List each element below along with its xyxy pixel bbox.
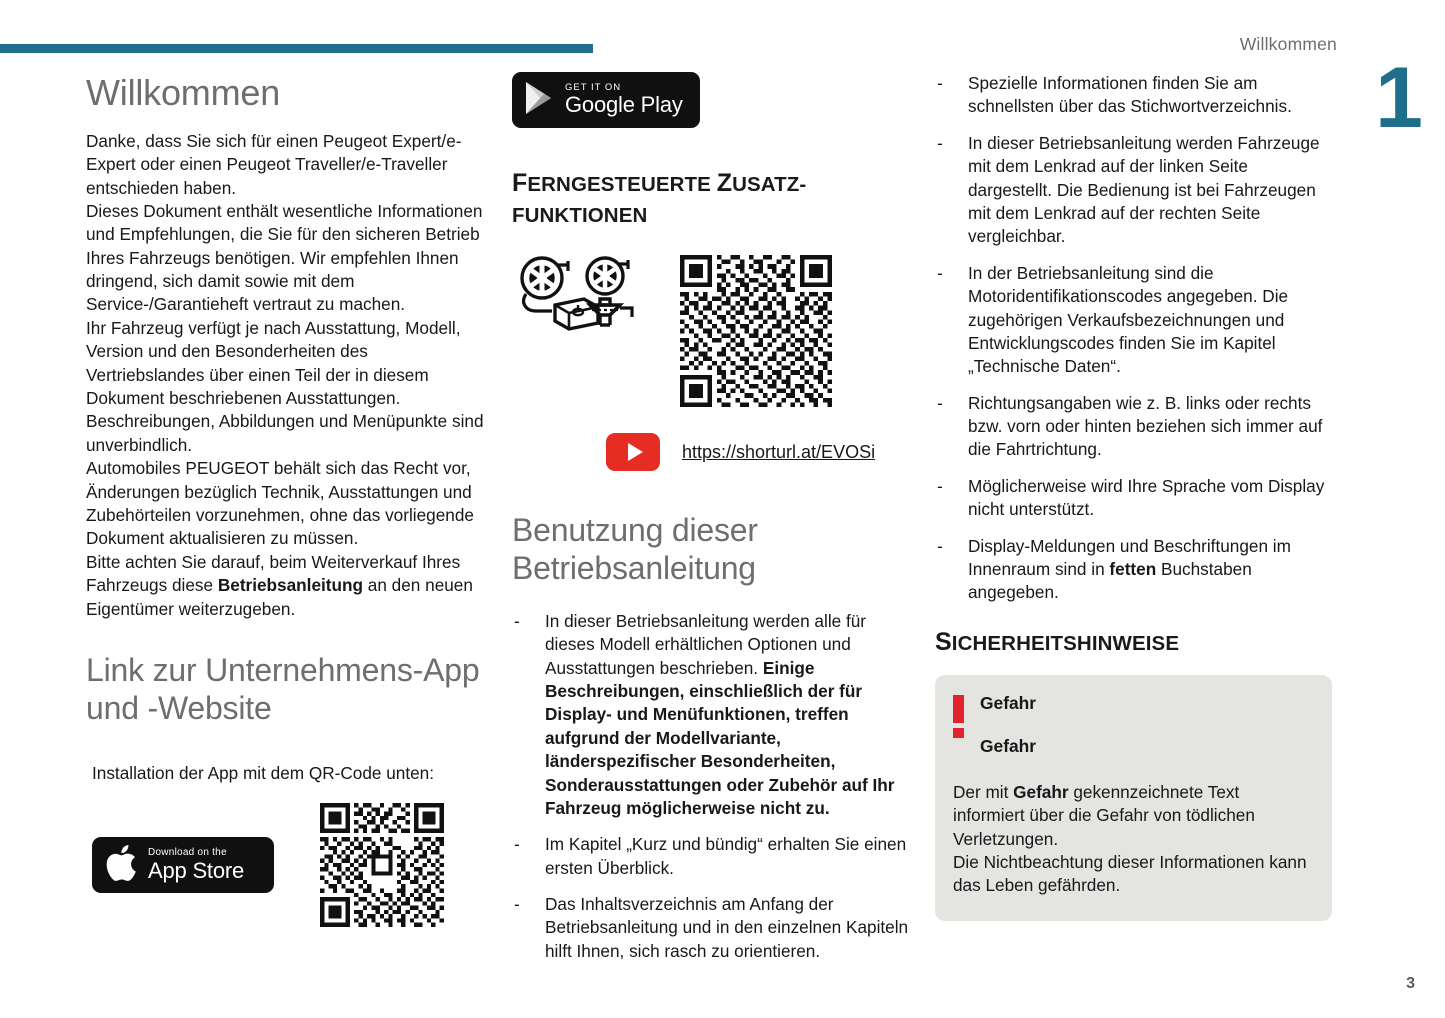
youtube-url-link[interactable]: https://shorturl.at/EVOSi (682, 441, 876, 462)
dash-bullet: - (514, 834, 520, 855)
google-play-triangle-icon (524, 81, 554, 120)
page-number: 3 (1406, 975, 1415, 992)
app-store-line2: App Store (148, 857, 245, 883)
app-link-subtitle: Link zur Unternehmens-App und -Website (86, 651, 480, 727)
list-item (935, 475, 1335, 522)
safety-notes-heading (935, 627, 1335, 658)
google-play-line1: GET IT ON (565, 82, 622, 94)
bullet-text-before: Im Kapitel „Kurz und bündig“ erhalten Sie einen ersten Überblick. (545, 834, 907, 878)
manual-usage-list (512, 610, 912, 963)
danger-body-after: gekennzeichnete Text informiert über die Gefahr von tödlichen Verletzungen. (953, 782, 1255, 849)
dash-bullet: - (937, 73, 943, 93)
intro-paragraph-1: Danke, dass Sie sich für einen Peugeot Expert/e-Expert oder einen Peugeot Traveller/e-Traveller entschieden haben. (86, 130, 462, 198)
dash-bullet: - (937, 392, 943, 413)
manual-usage-subtitle: Benutzung dieser Betriebsanleitung (512, 512, 758, 587)
resale-text-before: Bitte achten Sie darauf, beim Weiterverkauf Ihres Fahrzeugs diese (86, 551, 461, 596)
list-item (512, 833, 912, 880)
danger-labels (980, 693, 1036, 757)
column-3 (935, 72, 1335, 921)
column-2 (512, 72, 912, 976)
chapter-number: 1 (1375, 50, 1423, 146)
danger-body-text (953, 781, 1312, 897)
list-item (935, 72, 1335, 119)
install-note: Installation der App mit dem QR-Code unten: (92, 762, 435, 783)
resale-text-after: an den neuen Eigentümer weiterzugeben. (86, 575, 473, 619)
manual-notes-list (935, 72, 1335, 605)
list-item (935, 392, 1335, 462)
danger-callout-box (935, 675, 1332, 921)
danger-label-2: Gefahr (980, 736, 1037, 757)
danger-header (953, 693, 1312, 757)
exclamation-mark-icon (953, 695, 964, 738)
dash-bullet: - (937, 535, 943, 556)
bullet-text-before: Display-Meldungen und Beschriftungen im Innenraum sind in (968, 535, 1291, 580)
dash-bullet: - (937, 475, 943, 496)
dash-bullet: - (937, 262, 943, 283)
youtube-play-icon[interactable] (606, 433, 660, 471)
app-store-line1: Download on the (148, 847, 227, 859)
qr-code-remote-functions[interactable] (680, 255, 832, 407)
qr-code-app-store[interactable] (320, 803, 444, 927)
intro-paragraph-5 (86, 551, 491, 621)
heading-cap-2: Z (716, 169, 733, 197)
intro-paragraph-3: Ihr Fahrzeug verfügt je nach Ausstattung, Modell, Version und den Besonderheiten des Vertriebslandes über einen Teil der in diesem Dokument beschriebenen Ausstattungen. Beschreibungen, Abbildungen und Menüpunkte sind unverbindlich. (86, 317, 484, 455)
bullet-text-bold: Einige Beschreibungen, einschließlich der für Display- und Menüfunktionen, treffen aufgrund der Modellvariante, länderspezifischer Besonderheiten, Sonderausstattungen oder Zubehör auf Ihr Fahrzeug möglicherweise nicht zu. (545, 657, 895, 818)
exclamation-dot (953, 728, 964, 738)
google-play-line2: Google Play (565, 92, 683, 118)
heading-cap-1: F (512, 169, 528, 197)
bullet-text-before: Spezielle Informationen finden Sie am schnellsten über das Stichwortverzeichnis. (968, 73, 1292, 117)
bullet-text-before: In dieser Betriebsanleitung werden alle für dieses Modell erhältlichen Optionen und Ausstattungen beschrieben. (545, 610, 867, 678)
danger-body-bold: Gefahr (1013, 782, 1069, 803)
safety-heading-rest: ICHERHEITSHINWEISE (951, 631, 1180, 655)
list-item (512, 893, 912, 963)
play-triangle-icon (628, 443, 643, 461)
bullet-text-after: Buchstaben angegeben. (968, 559, 1252, 603)
list-item (935, 535, 1335, 605)
heading-rest-1: ERNGESTEUERTE (527, 173, 717, 196)
resale-text-bold: Betriebsanleitung (217, 575, 364, 596)
running-head: Willkommen (1239, 34, 1337, 54)
heading-rest-2: USATZ- (732, 173, 807, 196)
dash-bullet: - (937, 132, 943, 153)
dash-bullet: - (514, 894, 520, 915)
heading-line-2: FUNKTIONEN (512, 203, 648, 227)
tyre-inflation-kit-icon (512, 255, 642, 339)
list-item (512, 610, 912, 821)
intro-paragraph-4: Automobiles PEUGEOT behält sich das Recht vor, Änderungen bezüglich Technik, Ausstattungen und Zubehörteilen vorzunehmen, ohne das vorliegende Dokument aktualisieren zu müssen. (86, 458, 474, 549)
bullet-text-before: In dieser Betriebsanleitung werden Fahrzeuge mit dem Lenkrad auf der linken Seite dargestellt. Die Bedienung ist bei Fahrzeugen mit dem Lenkrad auf der rechten Seite vergleichbar. (968, 132, 1320, 247)
bullet-text-before: Möglicherweise wird Ihre Sprache vom Display nicht unterstützt. (968, 475, 1325, 520)
danger-body-before: Der mit (953, 782, 1014, 803)
danger-label-1: Gefahr (980, 693, 1037, 714)
list-item (935, 132, 1335, 249)
safety-heading-cap: S (935, 627, 952, 656)
google-play-badge-text (565, 83, 683, 116)
page-title: Willkommen (86, 72, 281, 113)
exclamation-bar (953, 695, 964, 723)
dash-bullet: - (514, 610, 520, 631)
column-1 (86, 72, 491, 927)
app-store-badge[interactable] (92, 837, 274, 893)
remote-functions-heading (512, 168, 912, 229)
google-play-badge[interactable] (512, 72, 700, 128)
apple-logo-icon (104, 843, 138, 888)
list-item (935, 262, 1335, 379)
intro-paragraph-2: Dieses Dokument enthält wesentliche Informationen und Empfehlungen, die Sie für den sicheren Betrieb Ihres Fahrzeugs benötigen. Wir empfehlen Ihnen dringend, sich damit sowie mit dem Service-/Garantieheft vertraut zu machen. (86, 200, 483, 315)
app-store-badge-text (148, 848, 244, 882)
bullet-text-before: In der Betriebsanleitung sind die Motoridentifikationscodes angegeben. Die zugehörigen Verkaufsbezeichnungen und Entwicklungscodes finden Sie im Kapitel „Technische Daten“. (968, 262, 1289, 377)
bullet-text-before: Richtungsangaben wie z. B. links oder rechts bzw. vorn oder hinten beziehen sich immer auf die Fahrtrichtung. (968, 392, 1323, 460)
header-accent-rule (0, 44, 593, 53)
bullet-text-before: Das Inhaltsverzeichnis am Anfang der Betriebsanleitung und in den einzelnen Kapiteln hilft Ihnen, sich rasch zu orientieren. (545, 894, 909, 961)
danger-body-line2: Die Nichtbeachtung dieser Informationen kann das Leben gefährden. (953, 851, 1307, 895)
bullet-text-bold: fetten (1109, 559, 1157, 580)
